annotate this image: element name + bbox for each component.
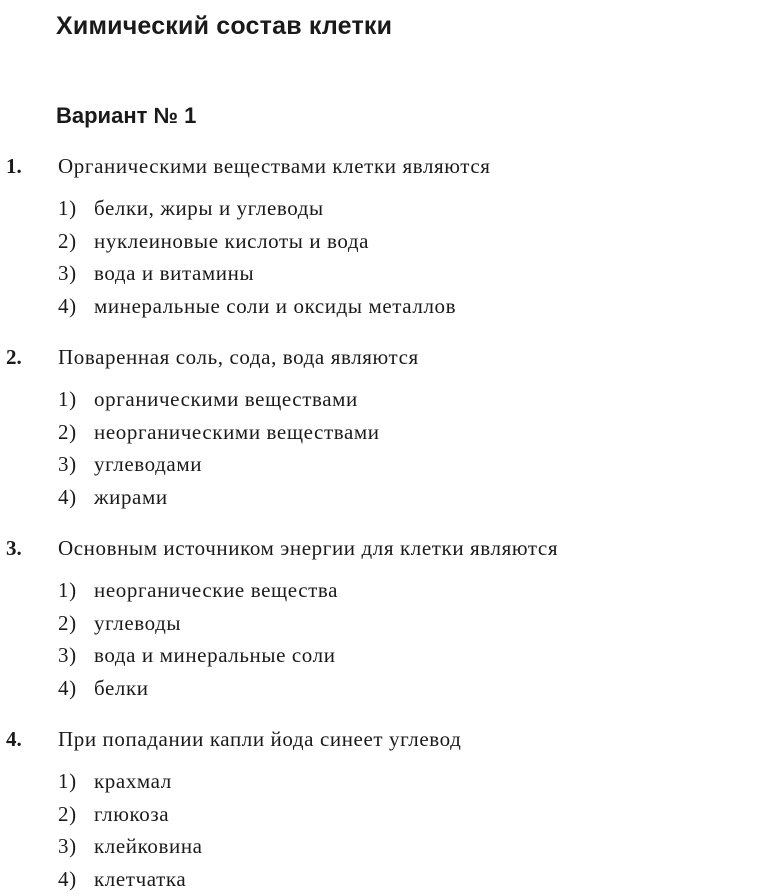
answer-option xyxy=(58,640,338,673)
answer-options xyxy=(58,193,456,323)
question-number: 4. xyxy=(6,724,22,754)
answer-option xyxy=(58,226,456,259)
option-text: вода и витамины xyxy=(94,261,254,285)
answer-option xyxy=(58,864,203,896)
option-number: 1) xyxy=(58,575,94,605)
option-text: клетчатка xyxy=(94,867,186,891)
question-text: Основным источником энергии для клетки являются xyxy=(58,533,558,563)
option-number: 4) xyxy=(58,864,94,894)
option-number: 4) xyxy=(58,482,94,512)
answer-options xyxy=(58,575,338,705)
option-text: крахмал xyxy=(94,769,172,793)
option-number: 3) xyxy=(58,831,94,861)
option-number: 4) xyxy=(58,291,94,321)
answer-options xyxy=(58,766,203,896)
variant-heading: Вариант № 1 xyxy=(56,98,196,134)
answer-option xyxy=(58,482,380,515)
question-text: При попадании капли йода синеет углевод xyxy=(58,724,461,754)
answer-options xyxy=(58,384,380,514)
option-text: нуклеиновые кислоты и вода xyxy=(94,229,369,253)
answer-option xyxy=(58,449,380,482)
option-number: 2) xyxy=(58,608,94,638)
answer-option xyxy=(58,291,456,324)
question-number: 1. xyxy=(6,151,22,181)
option-number: 3) xyxy=(58,449,94,479)
question-text: Поваренная соль, сода, вода являются xyxy=(58,342,419,372)
answer-option xyxy=(58,608,338,641)
option-text: минеральные соли и оксиды металлов xyxy=(94,294,456,318)
option-text: вода и минеральные соли xyxy=(94,643,336,667)
option-number: 3) xyxy=(58,258,94,288)
option-text: органическими веществами xyxy=(94,387,358,411)
answer-option xyxy=(58,384,380,417)
answer-option xyxy=(58,766,203,799)
question-number: 2. xyxy=(6,342,22,372)
option-text: глюкоза xyxy=(94,802,169,826)
question-text: Органическими веществами клетки являются xyxy=(58,151,491,181)
answer-option xyxy=(58,799,203,832)
option-text: неорганическими веществами xyxy=(94,420,380,444)
option-number: 1) xyxy=(58,766,94,796)
option-number: 2) xyxy=(58,799,94,829)
option-number: 3) xyxy=(58,640,94,670)
option-text: неорганические вещества xyxy=(94,578,338,602)
option-text: белки xyxy=(94,676,149,700)
option-number: 4) xyxy=(58,673,94,703)
answer-option xyxy=(58,575,338,608)
option-number: 2) xyxy=(58,417,94,447)
option-text: белки, жиры и углеводы xyxy=(94,196,324,220)
option-number: 1) xyxy=(58,384,94,414)
answer-option xyxy=(58,831,203,864)
option-text: углеводами xyxy=(94,452,202,476)
answer-option xyxy=(58,417,380,450)
option-text: клейковина xyxy=(94,834,203,858)
option-text: углеводы xyxy=(94,611,181,635)
answer-option xyxy=(58,673,338,706)
option-text: жирами xyxy=(94,485,168,509)
option-number: 1) xyxy=(58,193,94,223)
question-number: 3. xyxy=(6,533,22,563)
answer-option xyxy=(58,193,456,226)
answer-option xyxy=(58,258,456,291)
option-number: 2) xyxy=(58,226,94,256)
page-title: Химический состав клетки xyxy=(56,6,392,46)
